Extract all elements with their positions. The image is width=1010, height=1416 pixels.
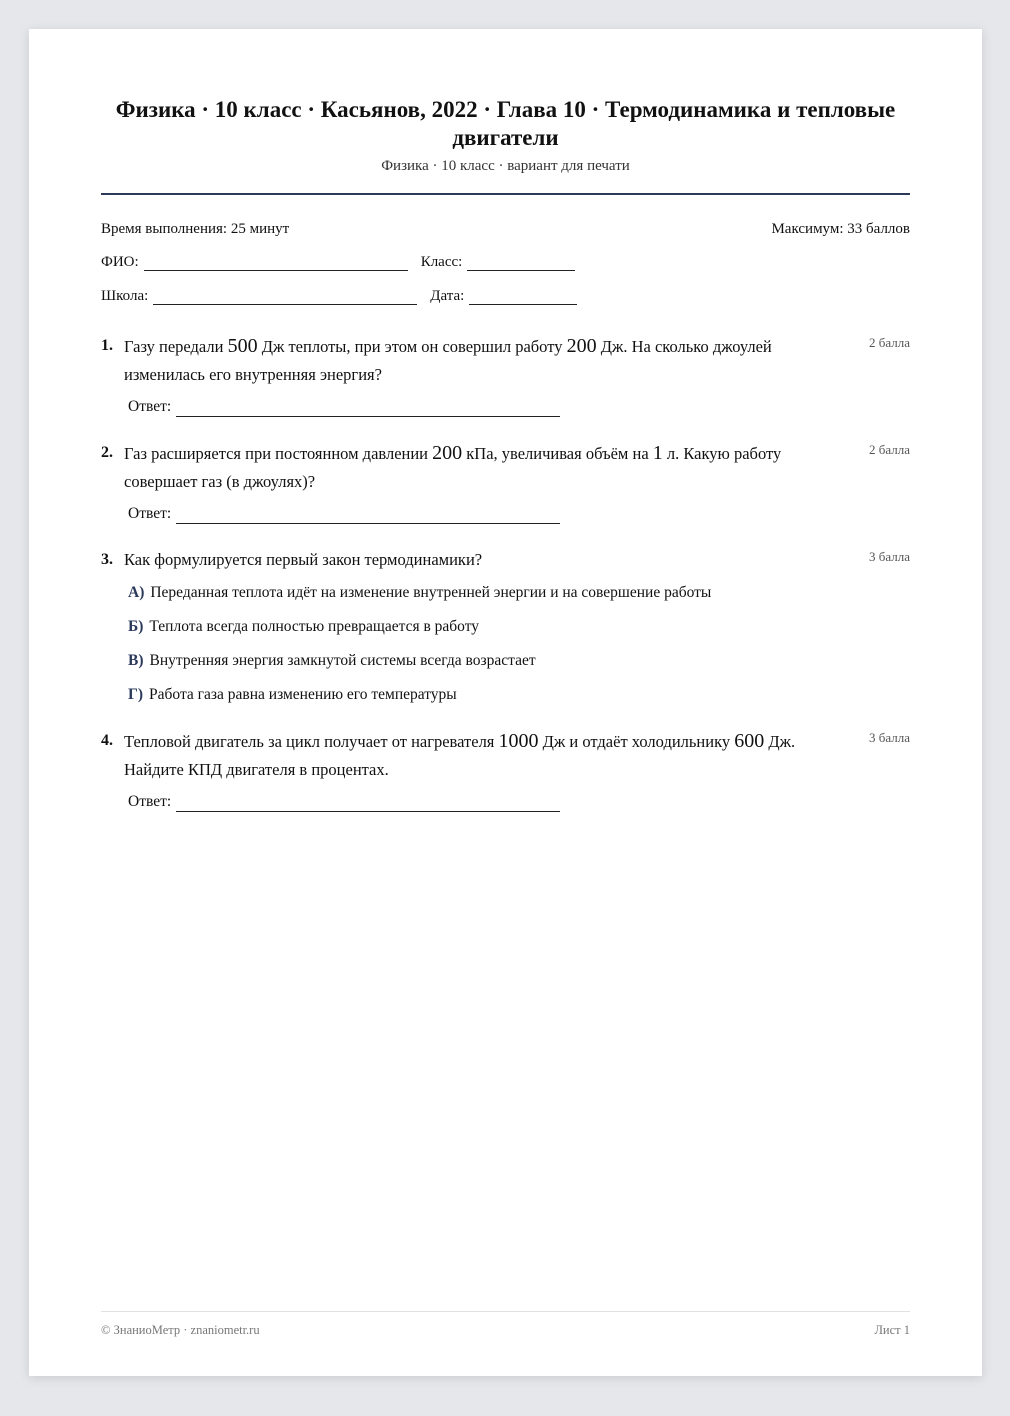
- answer-blank[interactable]: [176, 402, 560, 417]
- name-label: ФИО:: [101, 254, 139, 270]
- school-blank[interactable]: [153, 290, 417, 305]
- class-blank[interactable]: [467, 256, 575, 271]
- option-text: Работа газа равна изменению его температуры: [149, 686, 457, 703]
- answer-blank[interactable]: [176, 509, 560, 524]
- questions-list: [101, 332, 910, 812]
- footer-copyright: © ЗнаниоМетр · znaniometr.ru: [101, 1323, 260, 1337]
- worksheet-page: [29, 29, 982, 1376]
- question-text: Газу передали 500 Дж теплоты, при этом он совершил работу 200 Дж. На сколько джоулей изменилась его внутренняя энергия?: [124, 335, 772, 384]
- question-number: 4.: [101, 732, 113, 749]
- option-letter: А): [128, 584, 145, 601]
- question-1: [101, 332, 910, 417]
- option-b[interactable]: [128, 617, 910, 637]
- option-v[interactable]: [128, 651, 910, 671]
- answer-label: Ответ:: [128, 505, 172, 522]
- question-number: 2.: [101, 444, 113, 461]
- answer-blank[interactable]: [176, 797, 560, 812]
- question-points: 2 балла: [869, 442, 910, 457]
- date-label: Дата:: [430, 288, 465, 304]
- question-points: 3 балла: [869, 549, 910, 564]
- student-fields-row-1: [101, 253, 910, 271]
- time-limit: Время выполнения: 25 минут: [101, 221, 290, 237]
- option-text: Теплота всегда полностью превращается в работу: [149, 618, 480, 635]
- question-2: [101, 439, 910, 524]
- question-number: 3.: [101, 551, 113, 568]
- answer-label: Ответ:: [128, 398, 172, 415]
- answer-row: [128, 397, 910, 417]
- school-label: Школа:: [101, 288, 149, 304]
- title-divider: [101, 193, 910, 195]
- answer-label: Ответ:: [128, 793, 172, 810]
- max-score: Максимум: 33 баллов: [771, 221, 910, 237]
- meta-row: [101, 220, 910, 238]
- option-letter: В): [128, 652, 144, 669]
- question-points: 3 балла: [869, 730, 910, 745]
- question-3: [101, 546, 910, 705]
- option-text: Внутренняя энергия замкнутой системы всегда возрастает: [149, 652, 536, 669]
- option-text: Переданная теплота идёт на изменение внутренней энергии и на совершение работы: [150, 584, 712, 601]
- question-text: Как формулируется первый закон термодинамики?: [124, 550, 483, 569]
- question-text: Тепловой двигатель за цикл получает от нагревателя 1000 Дж и отдаёт холодильнику 600 Дж. Найдите КПД двигателя в процентах.: [124, 730, 796, 779]
- option-letter: Г): [128, 686, 144, 703]
- question-number: 1.: [101, 337, 113, 354]
- question-text: Газ расширяется при постоянном давлении 200 кПа, увеличивая объём на 1 л. Какую работу совершает газ (в джоулях)?: [124, 442, 782, 491]
- class-label: Класс:: [420, 254, 463, 270]
- question-4: [101, 727, 910, 812]
- page-title: Физика · 10 класс · Касьянов, 2022 · Глава 10 · Термодинамика и тепловые двигатели: [115, 97, 896, 150]
- option-letter: Б): [128, 618, 144, 635]
- student-fields-row-2: [101, 287, 910, 305]
- options-list: [128, 583, 910, 705]
- page-content: [101, 29, 910, 1376]
- answer-row: [128, 504, 910, 524]
- footer-divider: [101, 1311, 910, 1312]
- question-points: 2 балла: [869, 335, 910, 350]
- option-g[interactable]: [128, 685, 910, 705]
- page-number: Лист 1: [874, 1323, 910, 1337]
- name-blank[interactable]: [144, 256, 408, 271]
- answer-row: [128, 792, 910, 812]
- option-a[interactable]: [128, 583, 910, 603]
- page-subtitle: Физика · 10 класс · вариант для печати: [381, 158, 630, 174]
- page-footer: [101, 1323, 910, 1338]
- date-blank[interactable]: [469, 290, 577, 305]
